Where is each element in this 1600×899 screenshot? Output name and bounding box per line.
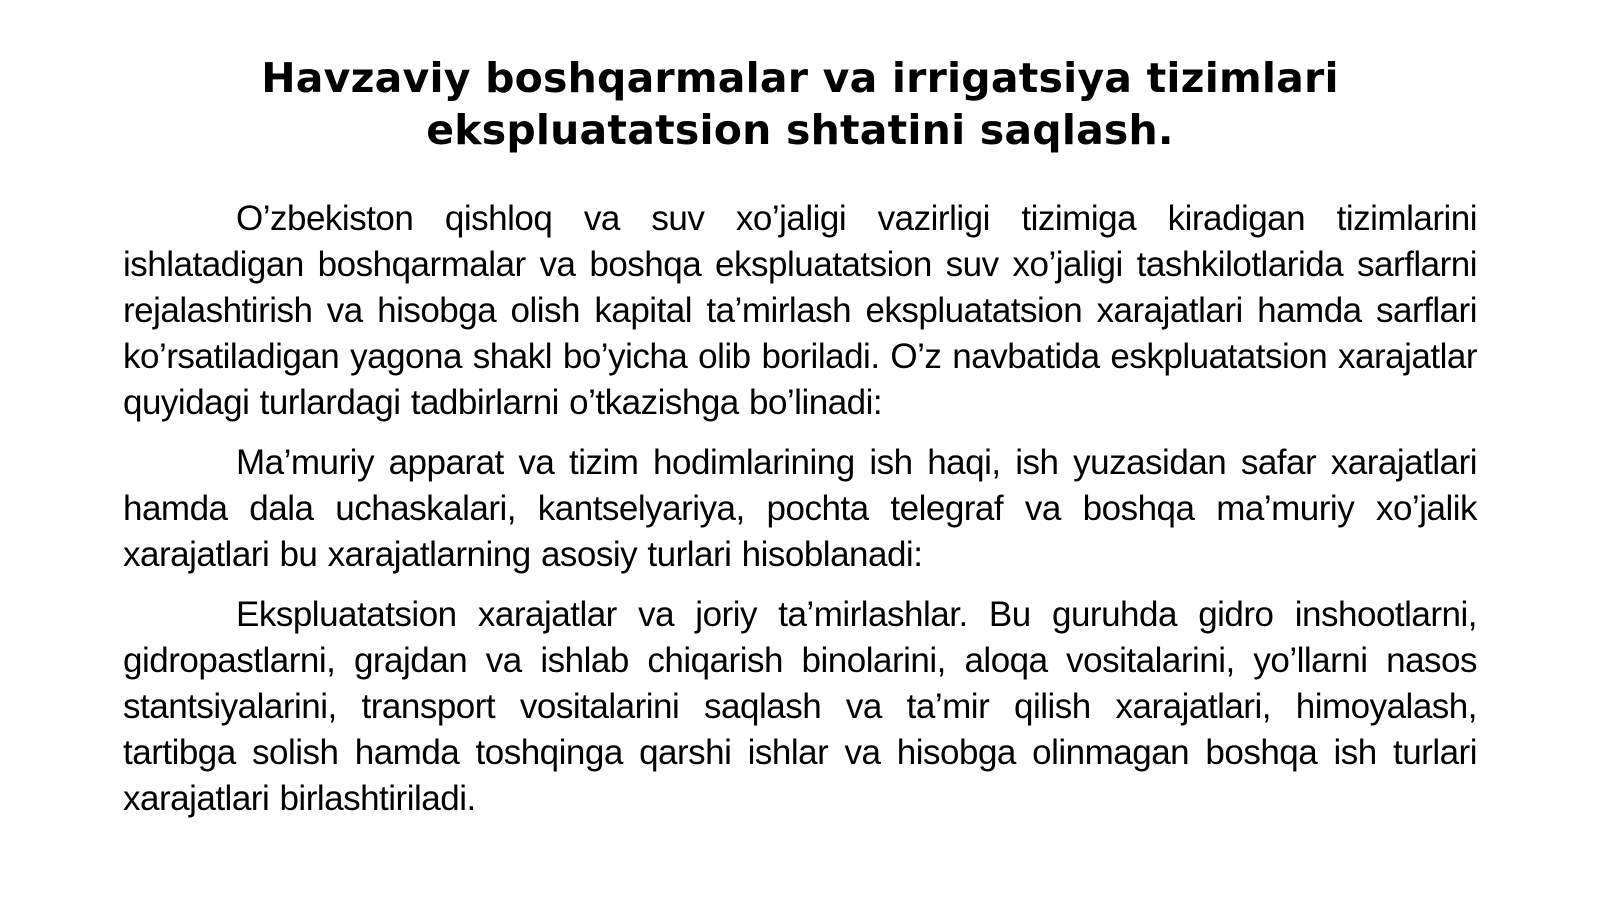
paragraph-3: Ekspluatatsion xarajatlar va joriy ta’mirlashlar. Bu guruhda gidro inshootlarni, gidropastlarni, grajdan va ishlab chiqarish binolarini, aloqa vositalarini, yo’llarni nasos stantsiyalarini, transport vositalarini saqlash va ta’mir qilish xarajatlari, himoyalash, tartibga solish hamda toshqinga qarshi ishlar va hisobga olinmagan boshqa ish turlari xarajatlari birlashtiriladi. — [123, 595, 1477, 818]
paragraph-1: O’zbekiston qishloq va suv xo’jaligi vazirligi tizimiga kiradigan tizimlarini ishlatadigan boshqarmalar va boshqa ekspluatatsion suv xo’jaligi tashkilotlarida sarflarni rejalashtirish va hisobga olish kapital ta’mirlash ekspluatatsion xarajatlari hamda sarflari ko’rsatiladigan yagona shakl bo’yicha olib boriladi. O’z navbatida eskpluatatsion xarajatlar quyidagi turlardagi tadbirlarni o’tkazishga bo’linadi: — [123, 199, 1477, 422]
slide-title-line-2: ekspluatatsion shtatini saqlash. — [426, 106, 1174, 154]
slide-title-line-1: Havzaviy boshqarmalar va irrigatsiya tizimlari — [261, 54, 1339, 102]
slide-title — [123, 52, 1477, 156]
paragraph-2: Ma’muriy apparat va tizim hodimlarining ish haqi, ish yuzasidan safar xarajatlari hamda dala uchaskalari, kantselyariya, pochta telegraf va boshqa ma’muriy xo’jalik xarajatlari bu xarajatlarning asosiy turlari hisoblanadi: — [123, 443, 1477, 574]
slide-body — [123, 196, 1477, 822]
